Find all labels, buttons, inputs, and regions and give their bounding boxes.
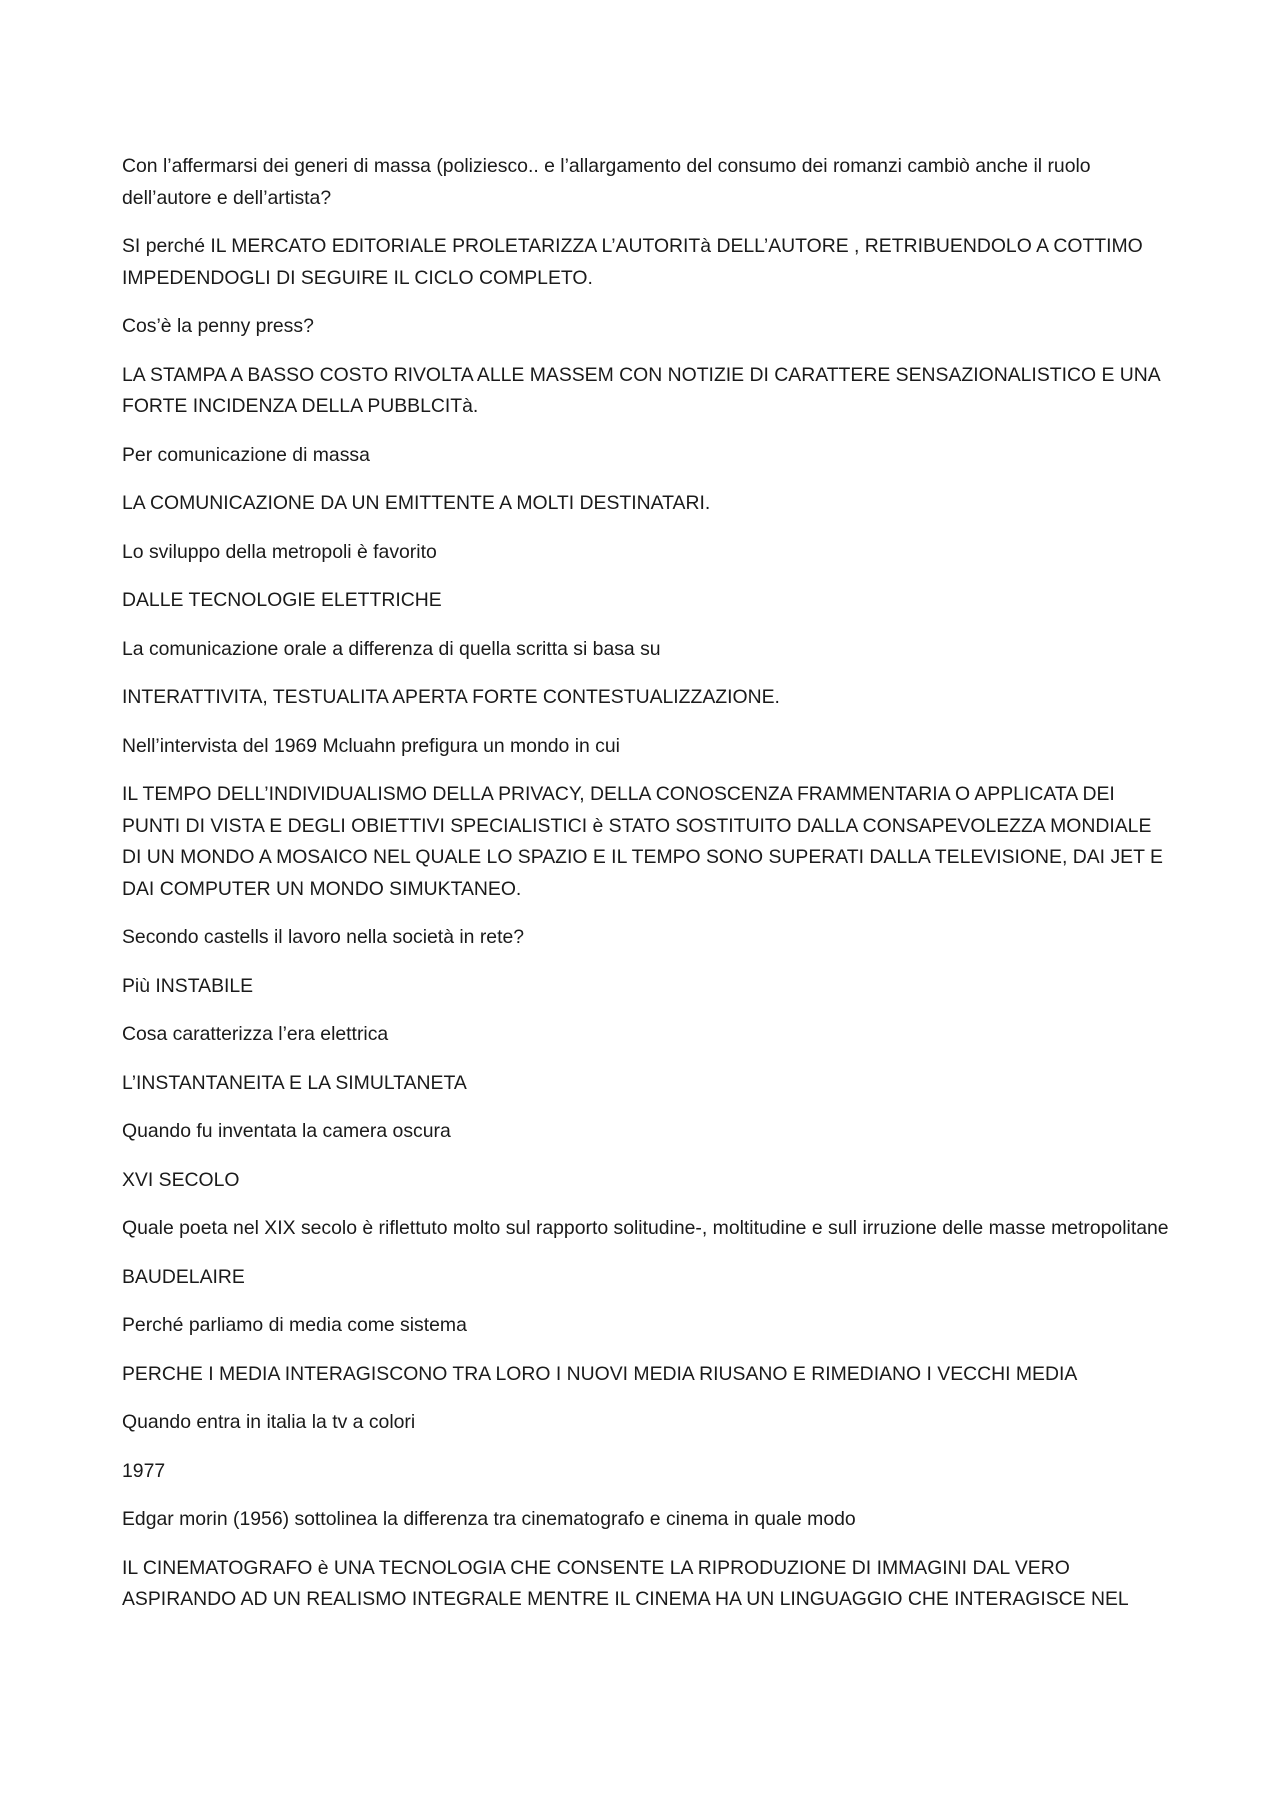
answer-paragraph: 1977: [122, 1459, 166, 1482]
question-paragraph: La comunicazione orale a differenza di quella scritta si basa su: [122, 637, 661, 660]
question-paragraph: Quale poeta nel XIX secolo è riflettuto molto sul rapporto solitudine-, moltitudine e sull irruzione delle masse metropolitane: [122, 1217, 1169, 1239]
answer-paragraph: IL CINEMATOGRAFO è UNA TECNOLOGIA CHE CONSENTE LA RIPRODUZIONE DI IMMAGINI DAL VERO ASPIRANDO AD UN REALISMO INTEGRALE MENTRE IL CINEMA HA UN LINGUAGGIO CHE INTERAGISCE NEL: [122, 1556, 1129, 1610]
answer-paragraph: INTERATTIVITA, TESTUALITA APERTA FORTE CONTESTUALIZZAZIONE.: [122, 686, 780, 708]
question-paragraph: Edgar morin (1956) sottolinea la differenza tra cinematografo e cinema in quale modo: [122, 1508, 856, 1530]
question-paragraph: Nell’intervista del 1969 Mcluahn prefigura un mondo in cui: [122, 734, 620, 757]
question-paragraph: Quando fu inventata la camera oscura: [122, 1120, 451, 1142]
question-paragraph: Quando entra in italia la tv a colori: [122, 1411, 416, 1433]
answer-paragraph: LA STAMPA A BASSO COSTO RIVOLTA ALLE MASSEM CON NOTIZIE DI CARATTERE SENSAZIONALISTICO E UNA FORTE INCIDENZA DELLA PUBBLCITà.: [122, 363, 1160, 417]
answer-paragraph: SI perché IL MERCATO EDITORIALE PROLETARIZZA L’AUTORITà DELL’AUTORE , RETRIBUENDOLO A COTTIMO IMPEDENDOGLI DI SEGUIRE IL CICLO COMPLETO.: [122, 235, 1143, 289]
question-paragraph: Secondo castells il lavoro nella società in rete?: [122, 926, 525, 948]
answer-paragraph: BAUDELAIRE: [122, 1265, 245, 1288]
question-paragraph: Con l’affermarsi dei generi di massa (poliziesco.. e l’allargamento del consumo dei romanzi cambiò anche il ruolo dell’autore e dell’artista?: [122, 155, 1091, 209]
answer-paragraph: IL TEMPO DELL’INDIVIDUALISMO DELLA PRIVACY, DELLA CONOSCENZA FRAMMENTARIA O APPLICATA DEI PUNTI DI VISTA E DEGLI OBIETTIVI SPECIALISTICI è STATO SOSTITUITO DALLA CONSAPEVOLEZZA MONDIALE DI UN MONDO A MOSAICO NEL QUALE LO SPAZIO E IL TEMPO SONO SUPERATI DALLA TELEVISIONE, DAI JET E DAI COMPUTER UN MONDO SIMUKTANEO.: [122, 783, 1163, 900]
question-paragraph: Lo sviluppo della metropoli è favorito: [122, 540, 437, 563]
answer-paragraph: PERCHE I MEDIA INTERAGISCONO TRA LORO I NUOVI MEDIA RIUSANO E RIMEDIANO I VECCHI MEDIA: [122, 1362, 1078, 1385]
question-paragraph: Cosa caratterizza l’era elettrica: [122, 1023, 389, 1045]
document-body: [122, 151, 1170, 1633]
answer-paragraph: Più INSTABILE: [122, 974, 254, 997]
answer-paragraph: L’INSTANTANEITA E LA SIMULTANETA: [122, 1071, 467, 1094]
answer-paragraph: LA COMUNICAZIONE DA UN EMITTENTE A MOLTI DESTINATARI.: [122, 492, 711, 514]
question-paragraph: Perché parliamo di media come sistema: [122, 1314, 467, 1336]
question-paragraph: Cos’è la penny press?: [122, 315, 314, 337]
answer-paragraph: XVI SECOLO: [122, 1168, 240, 1191]
answer-paragraph: DALLE TECNOLOGIE ELETTRICHE: [122, 589, 442, 611]
question-paragraph: Per comunicazione di massa: [122, 443, 370, 466]
